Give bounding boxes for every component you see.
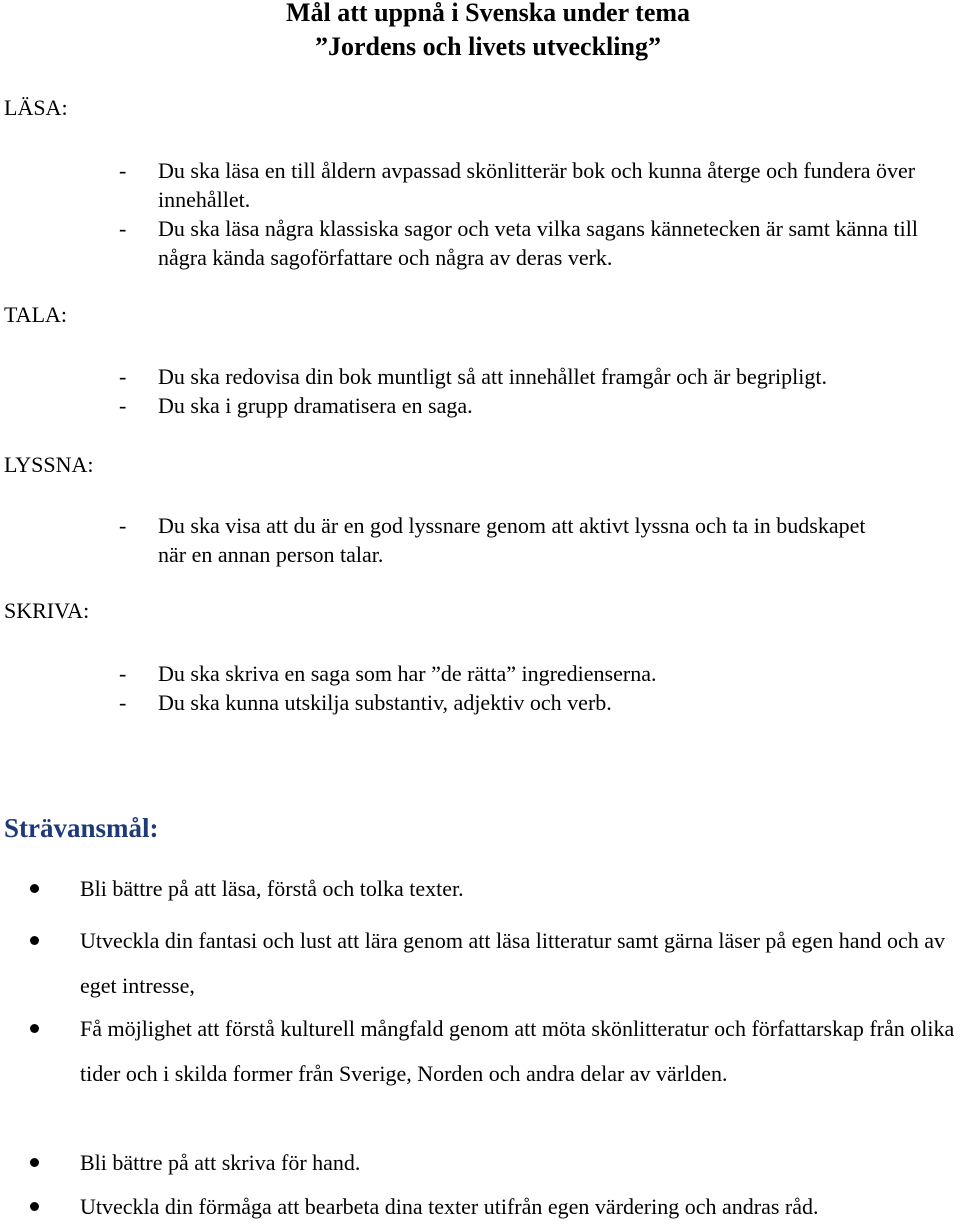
bullet-icon xyxy=(30,1158,39,1167)
list-item: Du ska läsa några klassiska sagor och veta vilka sagans kännetecken är samt känna till några kända sagoförfattare och några av deras verk. xyxy=(158,216,918,270)
goal-item: Utveckla din fantasi och lust att lära genom att läsa litteratur samt gärna läser på egen hand och av eget intresse, xyxy=(80,928,946,998)
section-label-skriva: SKRIVA: xyxy=(4,598,90,623)
list-item: Du ska visa att du är en god lyssnare genom att aktivt lyssna och ta in budskapet när en annan person talar. xyxy=(158,513,866,567)
section-label-tala: TALA: xyxy=(4,302,68,327)
title-line-2: ”Jordens och livets utveckling” xyxy=(315,32,661,61)
list-item: Du ska i grupp dramatisera en saga. xyxy=(158,393,473,418)
bullet-icon xyxy=(30,936,39,945)
bullet-icon xyxy=(30,1024,39,1033)
strivings-heading: Strävansmål: xyxy=(4,813,159,843)
dash-marker: - xyxy=(119,513,127,538)
dash-marker: - xyxy=(119,364,127,389)
goal-item: Utveckla din förmåga att bearbeta dina texter utifrån egen värdering och andras råd. xyxy=(80,1194,819,1219)
dash-marker: - xyxy=(119,690,127,715)
list-item: Du ska redovisa din bok muntligt så att innehållet framgår och är begripligt. xyxy=(158,364,827,389)
goal-item: Bli bättre på att skriva för hand. xyxy=(80,1150,361,1175)
dash-marker: - xyxy=(119,661,127,686)
title-line-1: Mål att uppnå i Svenska under tema xyxy=(285,0,691,27)
bullet-icon xyxy=(30,884,39,893)
list-item: Du ska skriva en saga som har ”de rätta” ingredienserna. xyxy=(158,661,657,686)
bullet-icon xyxy=(30,1202,39,1211)
goal-item: Få möjlighet att förstå kulturell mångfald genom att möta skönlitteratur och författarskap från olika tider och i skilda former från Sverige, Norden och andra delar av världen. xyxy=(80,1016,955,1086)
goal-item: Bli bättre på att läsa, förstå och tolka texter. xyxy=(80,876,464,901)
dash-marker: - xyxy=(119,393,127,418)
dash-marker: - xyxy=(119,216,127,241)
list-item: Du ska läsa en till åldern avpassad skönlitterär bok och kunna återge och fundera över innehållet. xyxy=(158,158,916,212)
list-item: Du ska kunna utskilja substantiv, adjektiv och verb. xyxy=(158,690,612,715)
dash-marker: - xyxy=(119,158,127,183)
section-label-lasa: LÄSA: xyxy=(4,95,68,120)
section-label-lyssna: LYSSNA: xyxy=(4,452,94,477)
